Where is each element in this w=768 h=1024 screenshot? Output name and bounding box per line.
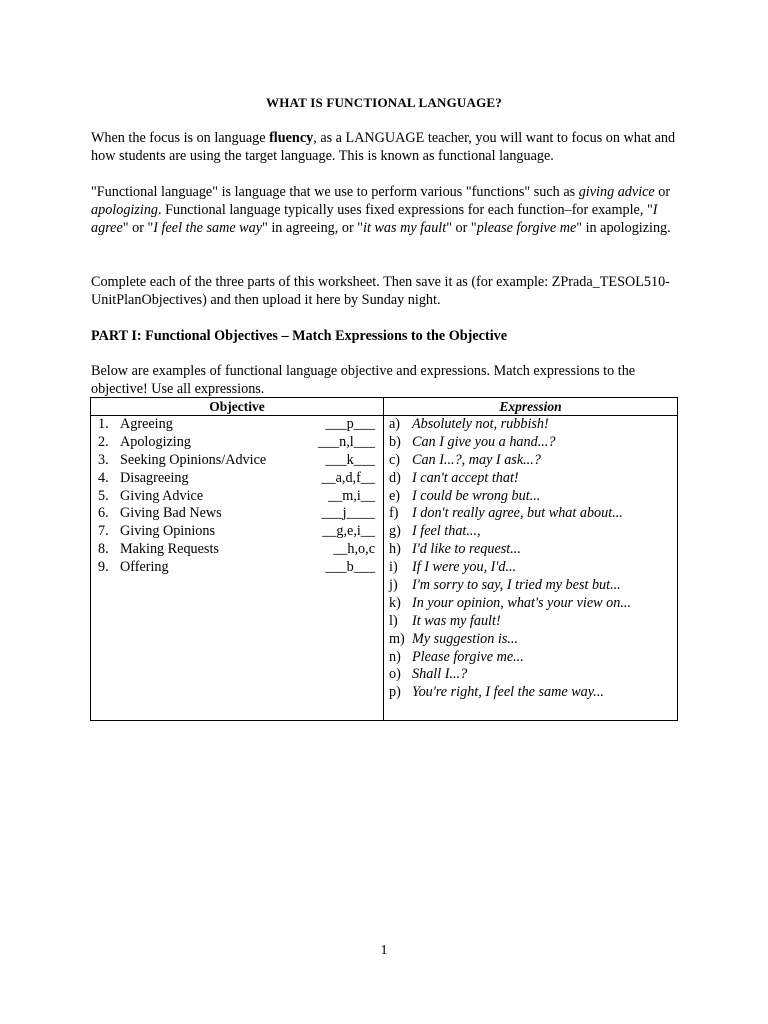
expression-letter: e) — [389, 487, 401, 504]
intro-text: When the focus is on language — [91, 130, 270, 146]
expression-letter: c) — [389, 451, 401, 468]
intro-text: " or " — [122, 220, 154, 236]
example-term: please forgive me — [476, 220, 577, 236]
objectives-cell — [91, 416, 384, 721]
objective-answer[interactable]: ___b___ — [325, 559, 375, 576]
intro-text: " or " — [446, 220, 477, 236]
expression-text: Can I...?, may I ask...? — [412, 451, 541, 468]
expression-letter: a) — [389, 416, 401, 432]
objective-item — [91, 470, 383, 488]
objective-item — [91, 541, 383, 559]
expression-text: I don't really agree, but what about... — [412, 505, 623, 522]
objective-label: Agreeing — [120, 416, 173, 432]
objective-number: 9. — [98, 559, 109, 576]
objective-answer[interactable]: __m,i__ — [328, 487, 375, 504]
example-term: it was my fault — [363, 220, 447, 236]
objective-label: Making Requests — [120, 541, 219, 558]
expression-text: If I were you, I'd... — [412, 559, 517, 576]
objective-item — [91, 505, 383, 523]
expression-item — [384, 577, 677, 595]
expression-letter: b) — [389, 433, 401, 450]
example-term: I feel the same way — [153, 220, 263, 236]
expression-item — [384, 470, 677, 488]
expression-text: Absolutely not, rubbish! — [412, 416, 549, 432]
expression-letter: m) — [389, 630, 405, 647]
objective-label: Seeking Opinions/Advice — [120, 451, 267, 468]
expression-text: You're right, I feel the same way... — [412, 684, 604, 701]
objective-number: 4. — [98, 469, 109, 486]
expression-item — [384, 505, 677, 523]
expression-item — [384, 613, 677, 631]
expression-letter: k) — [389, 594, 401, 611]
expression-letter: p) — [389, 684, 401, 701]
expression-text: I can't accept that! — [412, 469, 519, 486]
objective-number: 5. — [98, 487, 109, 504]
expression-letter: j) — [389, 577, 398, 594]
expression-text: I'd like to request... — [412, 541, 521, 558]
expression-item — [384, 416, 677, 434]
expression-letter: i) — [389, 559, 398, 576]
expression-letter: l) — [389, 612, 398, 629]
expression-letter: d) — [389, 469, 401, 486]
objective-label: Offering — [120, 559, 169, 576]
objective-number: 6. — [98, 505, 109, 522]
fluency-term: fluency — [269, 130, 314, 146]
objective-number: 8. — [98, 541, 109, 558]
intro-paragraph-definition — [91, 183, 691, 237]
objective-item — [91, 559, 383, 577]
expression-letter: o) — [389, 666, 401, 683]
objective-item — [91, 416, 383, 434]
objective-label: Giving Opinions — [120, 523, 215, 540]
table-header-row — [91, 398, 678, 416]
intro-paragraph-fluency — [91, 129, 691, 165]
objective-answer[interactable]: ___k___ — [325, 451, 375, 468]
expression-text: Please forgive me... — [412, 648, 524, 665]
expression-item — [384, 666, 677, 684]
objective-item — [91, 434, 383, 452]
objective-answer[interactable]: __h,o,c — [333, 541, 375, 558]
intro-text: "Functional language" is language that we use to perform various "functions" such as — [91, 184, 579, 200]
example-term: apologizing — [91, 202, 159, 218]
expression-text: My suggestion is... — [412, 630, 519, 647]
expression-text: I feel that..., — [412, 523, 481, 540]
expression-text: I could be wrong but... — [412, 487, 541, 504]
objective-number: 2. — [98, 433, 109, 450]
expression-item — [384, 649, 677, 667]
objective-number: 7. — [98, 523, 109, 540]
expression-item — [384, 434, 677, 452]
objective-answer[interactable]: ___p___ — [325, 416, 375, 432]
objective-answer[interactable]: __g,e,i__ — [322, 523, 375, 540]
example-term: I agree — [91, 202, 658, 236]
expression-text: Can I give you a hand...? — [412, 433, 556, 450]
objective-label: Disagreeing — [120, 469, 189, 486]
expression-letter: g) — [389, 523, 401, 540]
objective-label: Giving Bad News — [120, 505, 222, 522]
matching-table — [90, 397, 678, 721]
part1-instructions: Below are examples of functional language objective and expressions. Match expressions to the objective! Use all expressions. — [91, 363, 636, 397]
expression-column-header: Expression — [384, 398, 678, 416]
expression-text: In your opinion, what's your view on... — [412, 594, 631, 611]
objective-answer[interactable]: ___j____ — [321, 505, 375, 522]
objective-column-header: Objective — [91, 398, 384, 416]
intro-text: " in apologizing. — [576, 220, 671, 236]
objective-number: 3. — [98, 451, 109, 468]
part1-heading: PART I: Functional Objectives – Match Expressions to the Objective — [91, 328, 508, 344]
intro-text: , as a LANGUAGE teacher, you will want to focus on what and how students are using the target language. This is known as functional language. — [91, 130, 676, 164]
expression-item — [384, 559, 677, 577]
objective-answer[interactable]: ___n,l___ — [317, 433, 375, 450]
expression-text: Shall I...? — [412, 666, 468, 683]
objective-answer[interactable]: __a,d,f__ — [321, 469, 375, 486]
table-body-row — [91, 416, 678, 721]
objective-item — [91, 452, 383, 470]
expressions-cell — [384, 416, 678, 721]
page-number: 1 — [380, 943, 388, 958]
expression-letter: f) — [389, 505, 399, 522]
expression-item — [384, 523, 677, 541]
expression-item — [384, 452, 677, 470]
expression-item — [384, 488, 677, 506]
expression-item — [384, 595, 677, 613]
intro-text: or — [654, 184, 671, 200]
objective-label: Giving Advice — [120, 487, 204, 504]
expression-item — [384, 631, 677, 649]
objective-number: 1. — [98, 416, 109, 432]
intro-paragraph-instructions: Complete each of the three parts of this worksheet. Then save it as (for example: ZPrada_TESOL510-UnitPlanObjectives) and then upload it here by Sunday night. — [91, 274, 670, 308]
expression-letter: h) — [389, 541, 401, 558]
objective-item — [91, 523, 383, 541]
expression-item — [384, 684, 677, 702]
objective-label: Apologizing — [120, 433, 191, 450]
expression-text: It was my fault! — [412, 612, 501, 629]
expression-letter: n) — [389, 648, 401, 665]
objective-item — [91, 488, 383, 506]
example-term: giving advice — [578, 184, 655, 200]
expression-item — [384, 541, 677, 559]
page-title: WHAT IS FUNCTIONAL LANGUAGE? — [266, 95, 502, 110]
intro-text: " in agreeing, or " — [262, 220, 364, 236]
expression-text: I'm sorry to say, I tried my best but... — [412, 577, 621, 594]
intro-text: . Functional language typically uses fixed expressions for each function–for example, " — [158, 202, 653, 218]
